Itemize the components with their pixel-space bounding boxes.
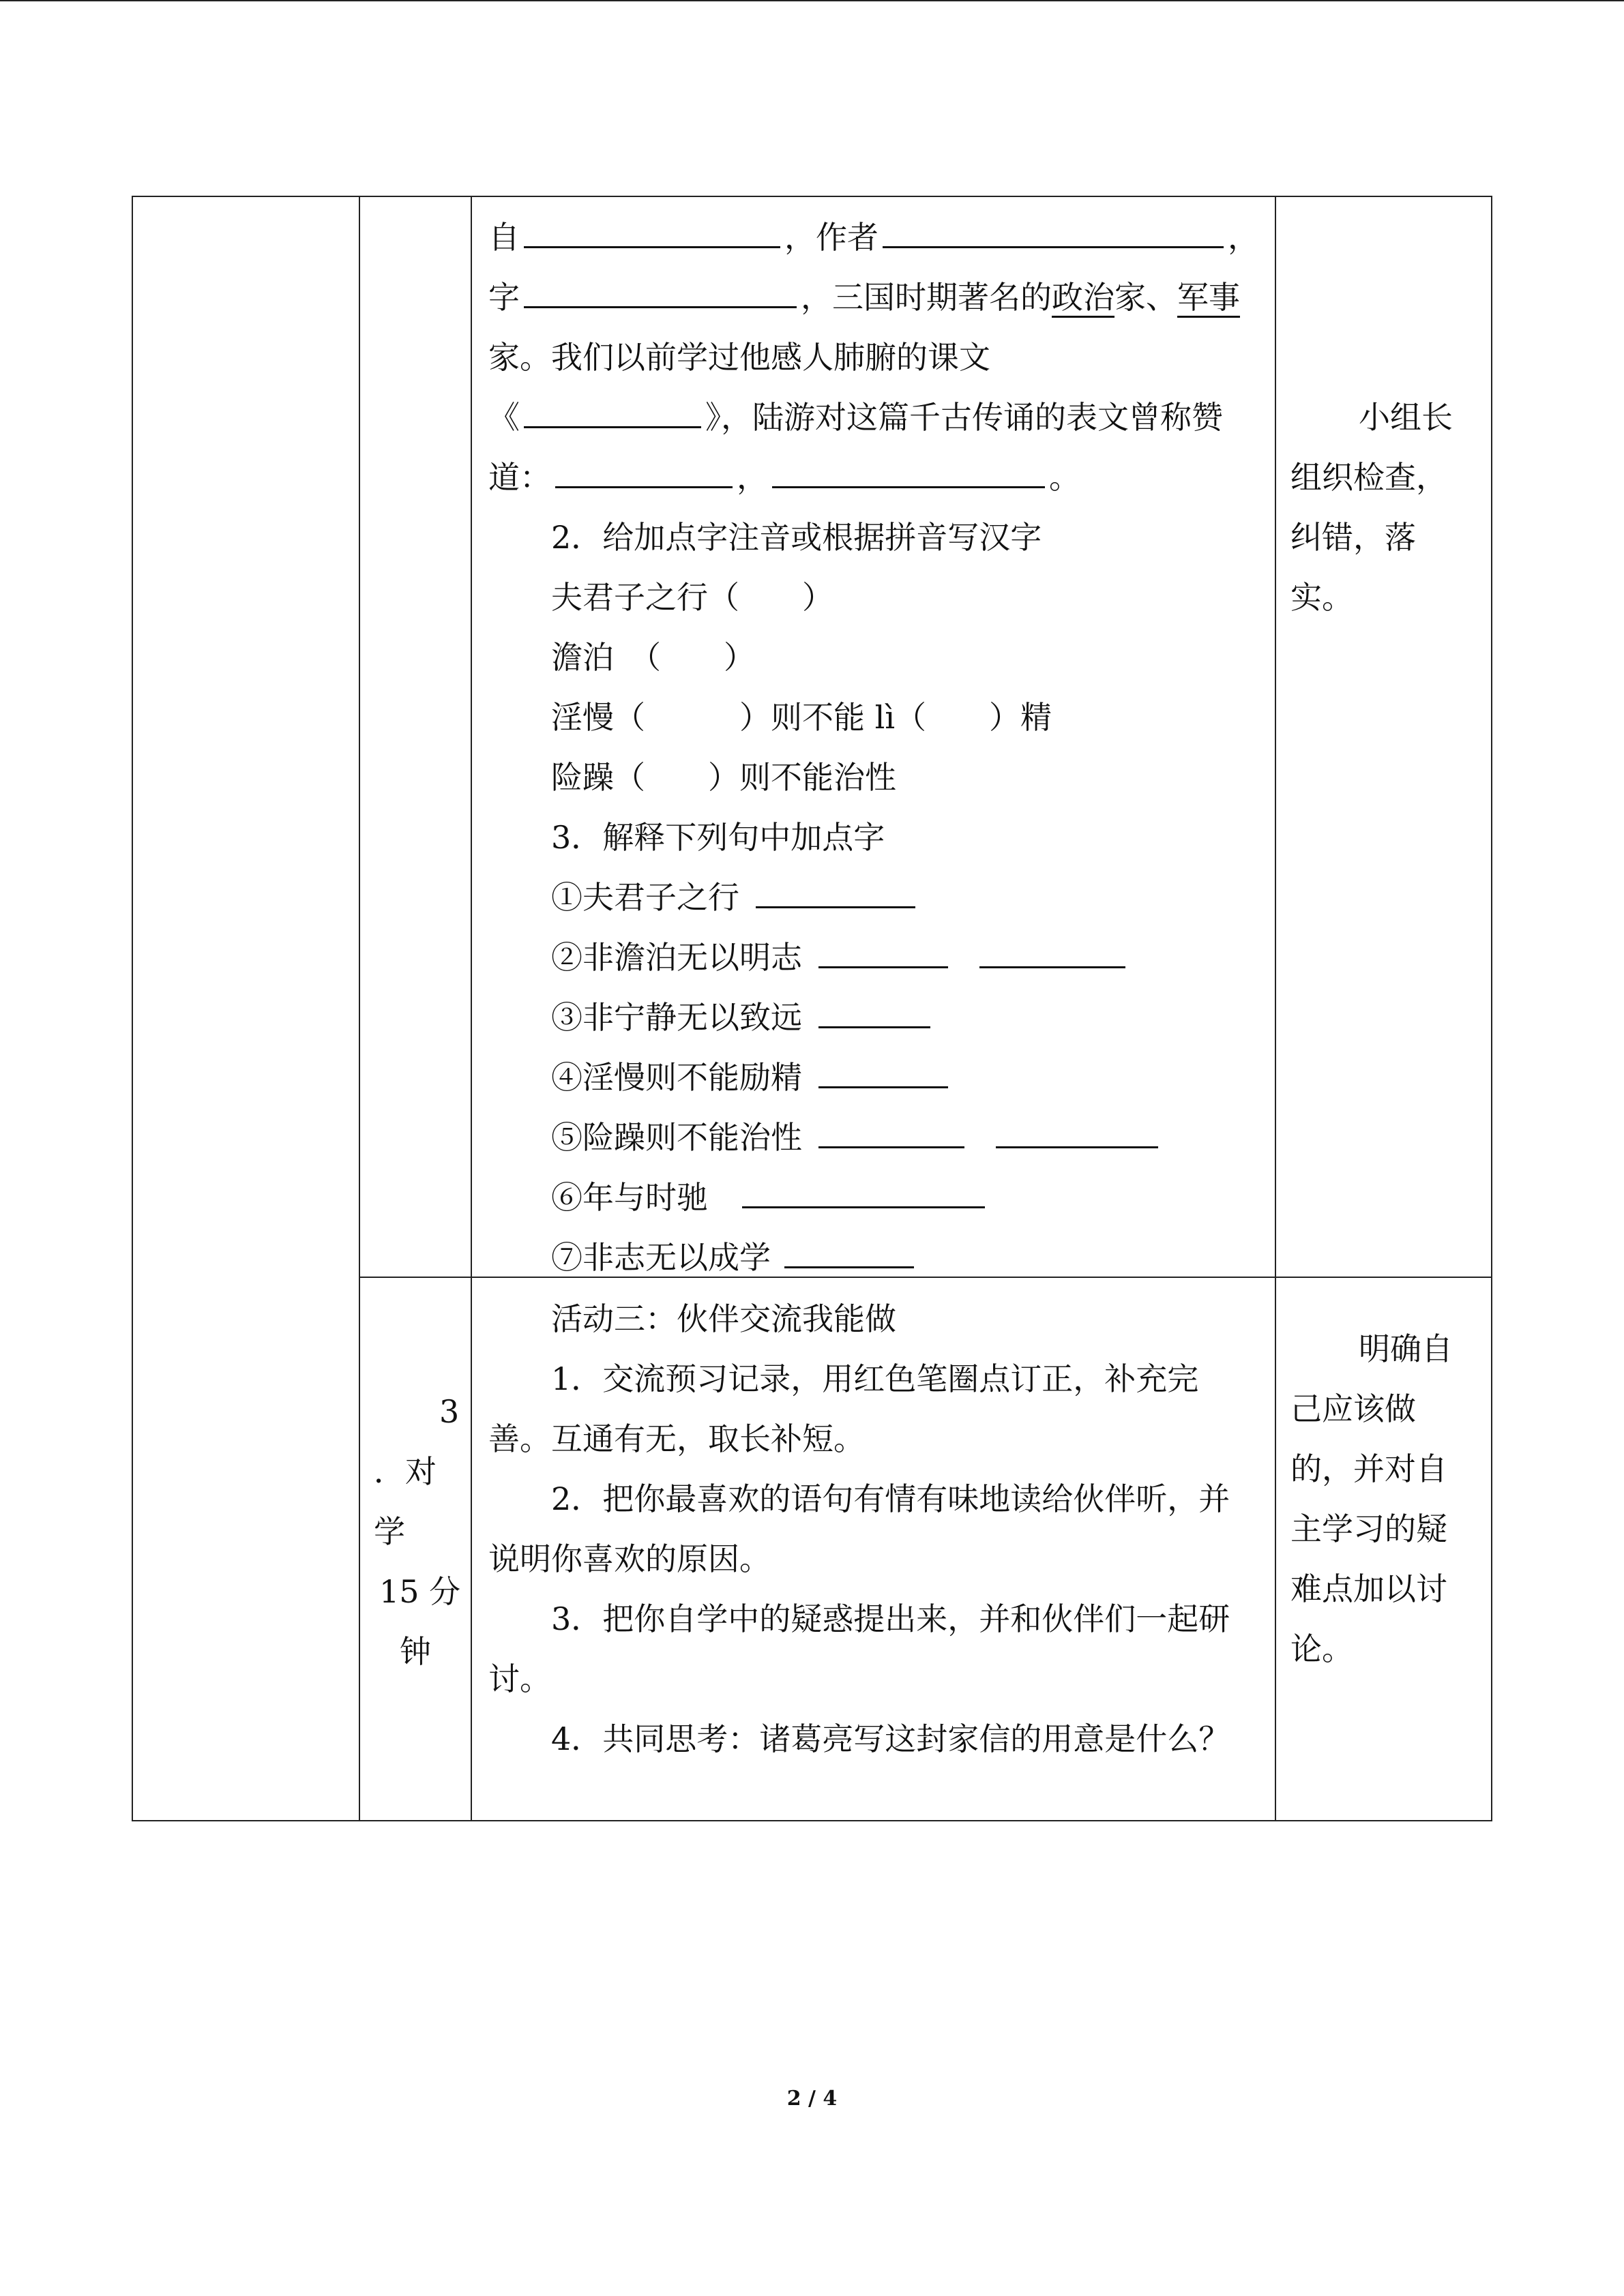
page-top-rule [0, 0, 1624, 1]
q3-item: ⑤险躁则不能治性 [551, 1107, 1162, 1167]
note-line: 的，并对自 [1290, 1450, 1447, 1487]
note-line: 实。 [1290, 579, 1353, 616]
fill-line-5: 道： ， 。 [488, 447, 1080, 507]
activity-item-cont: 说明你喜欢的原因。 [488, 1540, 771, 1577]
activity-item: 1．交流预习记录，用红色笔圈点订正，补充完 [551, 1360, 1199, 1397]
q3-item: ②非澹泊无以明志 [551, 927, 1130, 987]
row-divider [359, 1277, 1492, 1278]
activity-item-cont: 讨。 [488, 1660, 551, 1697]
col-divider-1 [359, 196, 360, 1821]
question-2-title: 2．给加点字注音或根据拼音写汉字 [551, 519, 1042, 556]
note-line: 难点加以讨 [1290, 1570, 1447, 1607]
fill-line-2: 字 ，三国时期著名的政治家、军事 [488, 267, 1240, 327]
q2-item: 澹泊 （ ） [551, 639, 755, 676]
fill-line-1: 自 ，作者 ， [488, 207, 1259, 267]
col-divider-3 [1275, 196, 1276, 1821]
col-divider-2 [471, 196, 472, 1821]
fill-line-4: 《 》，陆游对这篇千古传诵的表文曾称赞 [488, 387, 1223, 447]
question-3-title: 3．解释下列句中加点字 [551, 819, 885, 856]
q3-item: ③非宁静无以致远 [551, 987, 934, 1047]
note-line: 组织检查， [1290, 459, 1447, 496]
q3-item: ①夫君子之行 [551, 867, 919, 927]
time-line: ．对 [374, 1453, 437, 1490]
note-line: 己应该做 [1290, 1390, 1416, 1427]
time-line: 3 [439, 1393, 460, 1430]
time-line: 15 分 [379, 1573, 461, 1610]
q2-item: 夫君子之行（ ） [551, 579, 833, 616]
note-line: 纠错，落 [1290, 519, 1416, 556]
activity-title: 活动三：伙伴交流我能做 [551, 1300, 896, 1337]
note-line: 主学习的疑 [1290, 1510, 1447, 1547]
q3-item: ⑥年与时驰 [551, 1167, 989, 1227]
q2-item: 险躁（ ）则不能治性 [551, 759, 896, 796]
time-line: 钟 [400, 1633, 431, 1670]
note-line: 论。 [1290, 1630, 1353, 1667]
q2-item: 淫慢（ ）则不能 lì（ ）精 [551, 699, 1052, 736]
fill-line-3: 家。我们以前学过他感人肺腑的课文 [488, 339, 990, 376]
activity-item: 2．把你最喜欢的语句有情有味地读给伙伴听，并 [551, 1480, 1230, 1517]
time-line: 学 [374, 1513, 405, 1550]
activity-item: 4．共同思考：诸葛亮写这封家信的用意是什么？ [551, 1720, 1230, 1757]
q3-item: ④淫慢则不能励精 [551, 1047, 952, 1107]
q3-item: ⑦非志无以成学 [551, 1227, 918, 1287]
activity-item: 3．把你自学中的疑惑提出来，并和伙伴们一起研 [551, 1600, 1230, 1637]
activity-item-cont: 善。互通有无，取长补短。 [488, 1420, 865, 1457]
note-line: 小组长 [1359, 399, 1453, 436]
page-number: 2 / 4 [786, 2087, 838, 2111]
note-line: 明确自 [1359, 1330, 1453, 1367]
